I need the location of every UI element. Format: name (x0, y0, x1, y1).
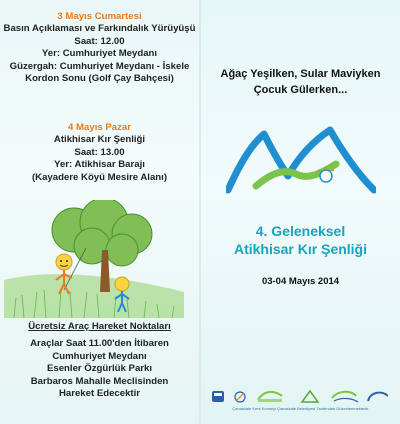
event1-time: Saat: 12.00 (74, 35, 125, 47)
triangle-logo-icon (302, 391, 318, 402)
event2-date: 4 Mayıs Pazar (68, 122, 131, 133)
event1-title: Basın Açıklaması ve Farkındalık Yürüyüşü (3, 23, 196, 35)
tagline-line1: Ağaç Yeşilken, Sular Maviyken (220, 68, 381, 80)
tagline-line2: Çocuk Gülerken... (253, 84, 348, 96)
event1-place: Yer: Cumhuriyet Meydanı (41, 48, 158, 60)
event-title (201, 222, 400, 258)
logo-caption: Çanakkale Kent Konseyi Çanakkale Belediyesi Tarafından Düzenlenmektedir (232, 406, 369, 411)
event2-title: Atikhisar Kır Şenliği (53, 134, 146, 146)
transport-heading: Ücretsiz Araç Hareket Noktaları (28, 321, 171, 332)
transport-stop3: Barbaros Mahalle Meclisinden (30, 375, 169, 387)
tree-children-illustration (4, 200, 184, 318)
event1-route-line1: Güzergah: Cumhuriyet Meydanı - İskele (9, 60, 190, 72)
event2-time: Saat: 13.00 (74, 146, 125, 158)
mountain-logo (226, 124, 376, 194)
transport-start: Araçlar Saat 11.00'den İtibaren (30, 338, 169, 350)
event2-place-detail: (Kayadere Köyü Mesire Alanı) (31, 171, 168, 183)
swirl-logo-icon (332, 392, 358, 402)
right-panel (201, 0, 400, 424)
arc-logo-icon (368, 393, 388, 401)
title-line2: Atikhisar Kır Şenliği (233, 241, 368, 257)
title-line1: 4. Geleneksel (255, 223, 346, 239)
date-range: 03-04 Mayıs 2014 (261, 276, 340, 287)
left-panel (0, 0, 199, 424)
event1-block (0, 11, 199, 85)
event2-place: Yer: Atikhisar Barajı (54, 159, 145, 171)
event2-block (0, 122, 199, 184)
sponsor-logos (212, 388, 388, 404)
transport-stop1: Cumhuriyet Meydanı (52, 350, 147, 362)
event1-date: 3 Mayıs Cumartesi (57, 11, 142, 22)
city-council-logo-icon (235, 392, 245, 402)
transport-note: Hareket Edecektir (58, 388, 141, 400)
event1-route-line2: Kordon Sonu (Golf Çay Bahçesi) (25, 73, 174, 85)
municipality-logo-icon (212, 391, 224, 402)
tagline (201, 66, 400, 98)
green-logo-icon (258, 392, 282, 402)
transport-stop2: Esenler Özgürlük Parkı (46, 363, 153, 375)
transport-block (0, 321, 199, 400)
